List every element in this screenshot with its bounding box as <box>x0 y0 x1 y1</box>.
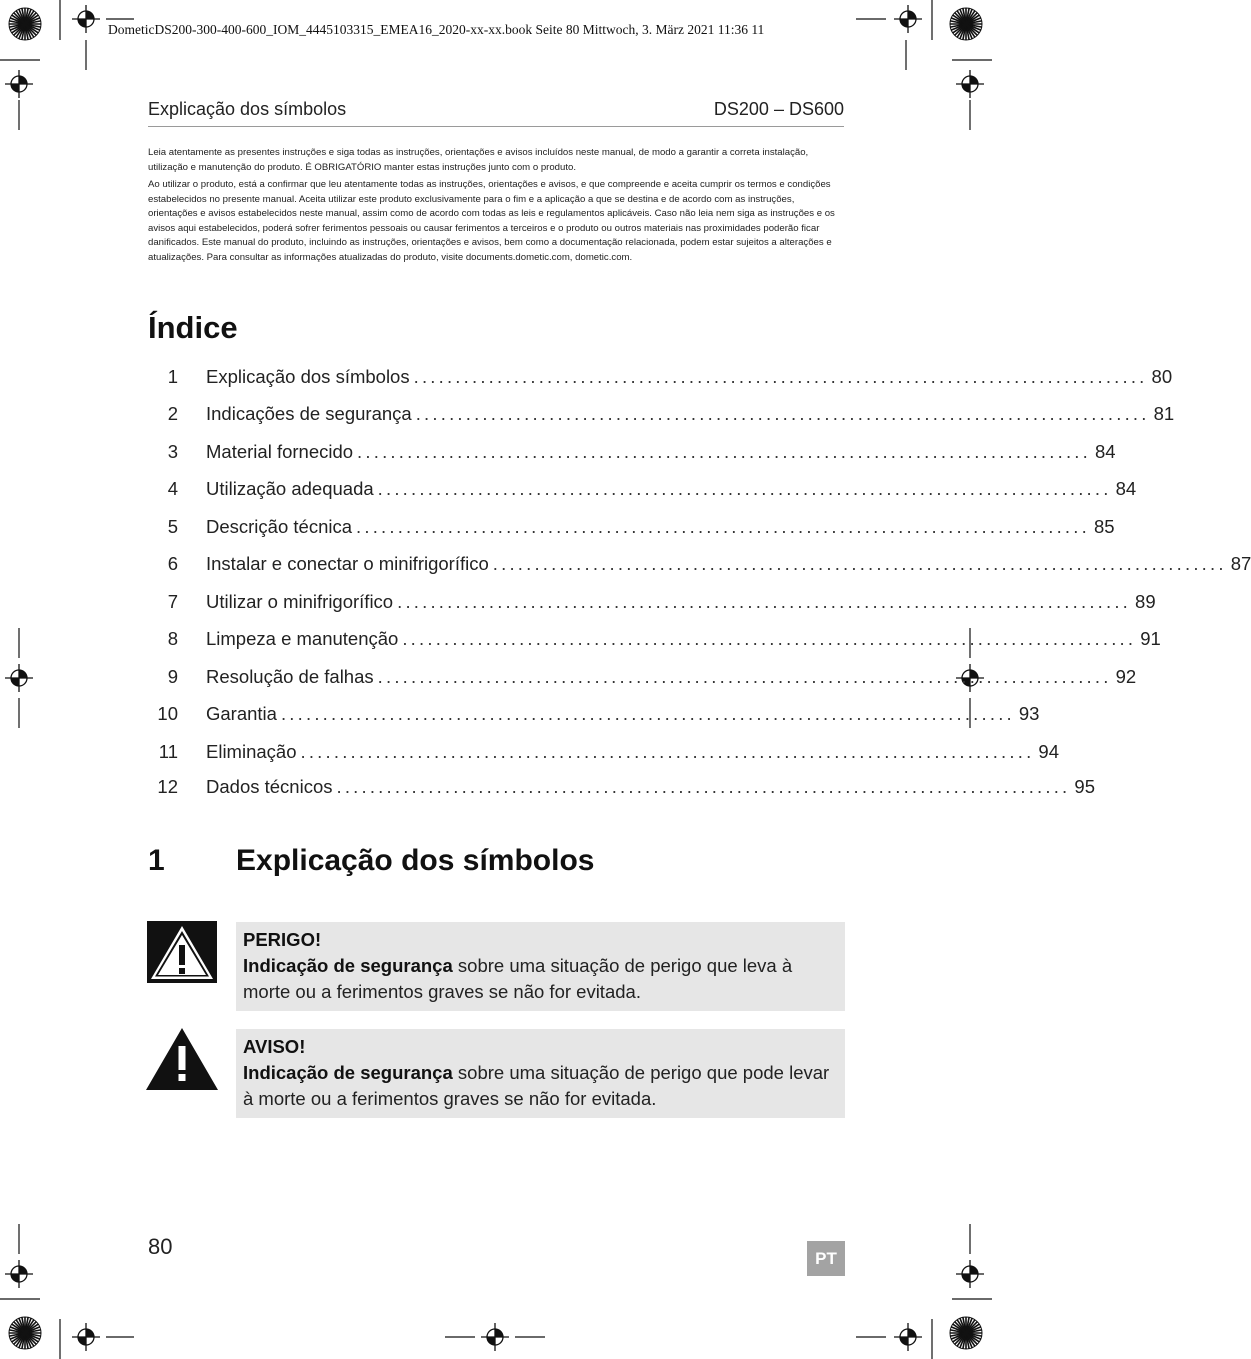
page-number: 80 <box>148 1234 173 1259</box>
toc-entry[interactable] <box>148 478 1137 502</box>
toc-title: Índice <box>148 310 238 345</box>
notice-lead: Indicação de segurança <box>243 955 453 976</box>
toc-entry-page: 85 <box>1093 516 1115 537</box>
toc-entry-number: 11 <box>158 741 178 762</box>
toc-entry-label: Utilização adequada <box>206 478 374 499</box>
toc-entry-number: 7 <box>167 591 178 612</box>
toc-entry[interactable] <box>148 776 1095 800</box>
toc-entry-number: 12 <box>157 776 178 797</box>
intro-paragraph-2: Ao utilizar o produto, está a confirmar que leu atentamente todas as instruções, orientações e avisos, e que compreende e aceita cumprir os termos e condições estabelecidos no presente manual. Aceita utilizar este produto exclusivamente para o fim e a aplicação a que se destina e de acordo com as instruções, orientações e avisos estabelecidos neste manual, assim como de acordo com todas as leis e regulamentos aplicáveis. Caso não leia nem siga as instruções e os avisos aqui estabelecidos, poderá sofrer ferimentos pessoais ou causar ferimentos a terceiros e o produto ou outros materiais nas proximidades poderão ficar danificados. Este manual do produto, incluindo as instruções, orientações e avisos, bem como a documentação relacionada, podem estar sujeitos a alterações e atualizações. Para consultar as informações atualizadas do produto, visite documents.dometic.com, dometic.com. <box>148 179 835 263</box>
toc-leader-dots: ........................................................................................ <box>402 628 1137 649</box>
toc-entry-number: 3 <box>167 441 178 462</box>
toc-entry[interactable] <box>148 628 1161 652</box>
toc-entry-number: 2 <box>167 403 178 424</box>
toc-entry-page: 80 <box>1151 366 1173 387</box>
intro-paragraph-1: Leia atentamente as presentes instruções e siga todas as instruções, orientações e avisos incluídos neste manual, de modo a garantir a correta instalação, utilização e manutenção do produto. É OBRIGATÓRIO manter estas instruções junto com o produto. <box>148 147 809 173</box>
toc-leader-dots: ........................................................................................ <box>413 366 1148 387</box>
toc-entry[interactable] <box>148 703 1040 727</box>
toc-entry-label: Material fornecido <box>206 441 354 462</box>
section-title: Explicação dos símbolos <box>236 844 595 877</box>
notice-lead: Indicação de segurança <box>243 1062 453 1083</box>
toc-entry-label: Garantia <box>206 703 277 724</box>
toc-entry[interactable] <box>148 366 1173 390</box>
toc-entry-page: 91 <box>1140 628 1161 649</box>
toc-entry-number: 9 <box>167 666 178 687</box>
toc-entry-page: 95 <box>1074 776 1095 797</box>
toc-leader-dots: ........................................................................................ <box>280 703 1015 724</box>
danger-warning-icon <box>147 921 217 983</box>
toc-entry-page: 94 <box>1038 741 1059 762</box>
header-rule <box>148 126 844 127</box>
toc-entry-number: 1 <box>167 366 178 387</box>
danger-notice <box>236 922 845 1011</box>
toc-entry-label: Indicações de segurança <box>206 403 412 424</box>
toc-entry-page: 93 <box>1018 703 1040 724</box>
print-info-line: DometicDS200-300-400-600_IOM_4445103315_EMEA16_2020-xx-xx.book Seite 80 Mittwoch, 3. März 2021 11:36 11 <box>108 22 765 37</box>
notice-text: sobre uma situação de perigo que pode levar à morte ou a ferimentos graves se não for evitada. <box>243 1062 830 1109</box>
toc-leader-dots: ........................................................................................ <box>356 516 1090 537</box>
toc-leader-dots: ........................................................................................ <box>300 741 1035 762</box>
toc-entry-number: 5 <box>167 516 178 537</box>
toc-entry[interactable] <box>148 591 1156 615</box>
toc-entry-number: 8 <box>167 628 178 649</box>
toc-leader-dots: ........................................................................................ <box>377 666 1112 687</box>
warning-notice <box>236 1029 845 1118</box>
notice-title: PERIGO! <box>243 929 322 950</box>
toc-entry-page: 89 <box>1135 591 1156 612</box>
toc-entry-label: Eliminação <box>206 741 297 762</box>
toc-entry-number: 10 <box>157 703 178 724</box>
toc-leader-dots: ........................................................................................ <box>377 478 1112 499</box>
section-number: 1 <box>148 844 165 877</box>
notice-title: AVISO! <box>243 1036 306 1057</box>
toc-entry[interactable] <box>148 403 1175 427</box>
toc-entry[interactable] <box>148 516 1115 540</box>
toc-entry-label: Instalar e conectar o minifrigorífico <box>206 553 489 574</box>
header-model-range: DS200 – DS600 <box>713 99 844 119</box>
toc-entry[interactable] <box>148 666 1137 690</box>
toc-entry-number: 6 <box>167 553 178 574</box>
toc-entry-label: Limpeza e manutenção <box>206 628 399 649</box>
toc-leader-dots: ........................................................................................ <box>336 776 1071 797</box>
warning-triangle-icon <box>146 1028 218 1090</box>
toc-entry-label: Dados técnicos <box>206 776 333 797</box>
toc-entry[interactable] <box>148 441 1116 465</box>
toc-entry-page: 87 <box>1230 553 1251 574</box>
toc-entry-label: Resolução de falhas <box>206 666 374 687</box>
toc-entry[interactable] <box>148 553 1251 577</box>
toc-entry-page: 92 <box>1115 666 1137 687</box>
toc-entry-page: 81 <box>1153 403 1175 424</box>
toc-entry-label: Utilizar o minifrigorífico <box>206 591 394 612</box>
toc-leader-dots: ........................................................................................ <box>397 591 1132 612</box>
toc-entry-label: Descrição técnica <box>206 516 353 537</box>
toc-entry-number: 4 <box>167 478 178 499</box>
toc-entry-page: 84 <box>1094 441 1116 462</box>
toc-entry[interactable] <box>148 741 1059 765</box>
header-section-title: Explicação dos símbolos <box>148 99 347 119</box>
notice-text: sobre uma situação de perigo que leva à morte ou a ferimentos graves se não for evitada. <box>243 955 793 1002</box>
toc-entry-label: Explicação dos símbolos <box>206 366 410 387</box>
language-badge: PT <box>807 1241 845 1276</box>
toc-leader-dots: ........................................................................................ <box>357 441 1091 462</box>
toc-leader-dots: ........................................................................................ <box>415 403 1150 424</box>
toc-leader-dots: ........................................................................................ <box>492 553 1227 574</box>
toc-entry-page: 84 <box>1115 478 1137 499</box>
